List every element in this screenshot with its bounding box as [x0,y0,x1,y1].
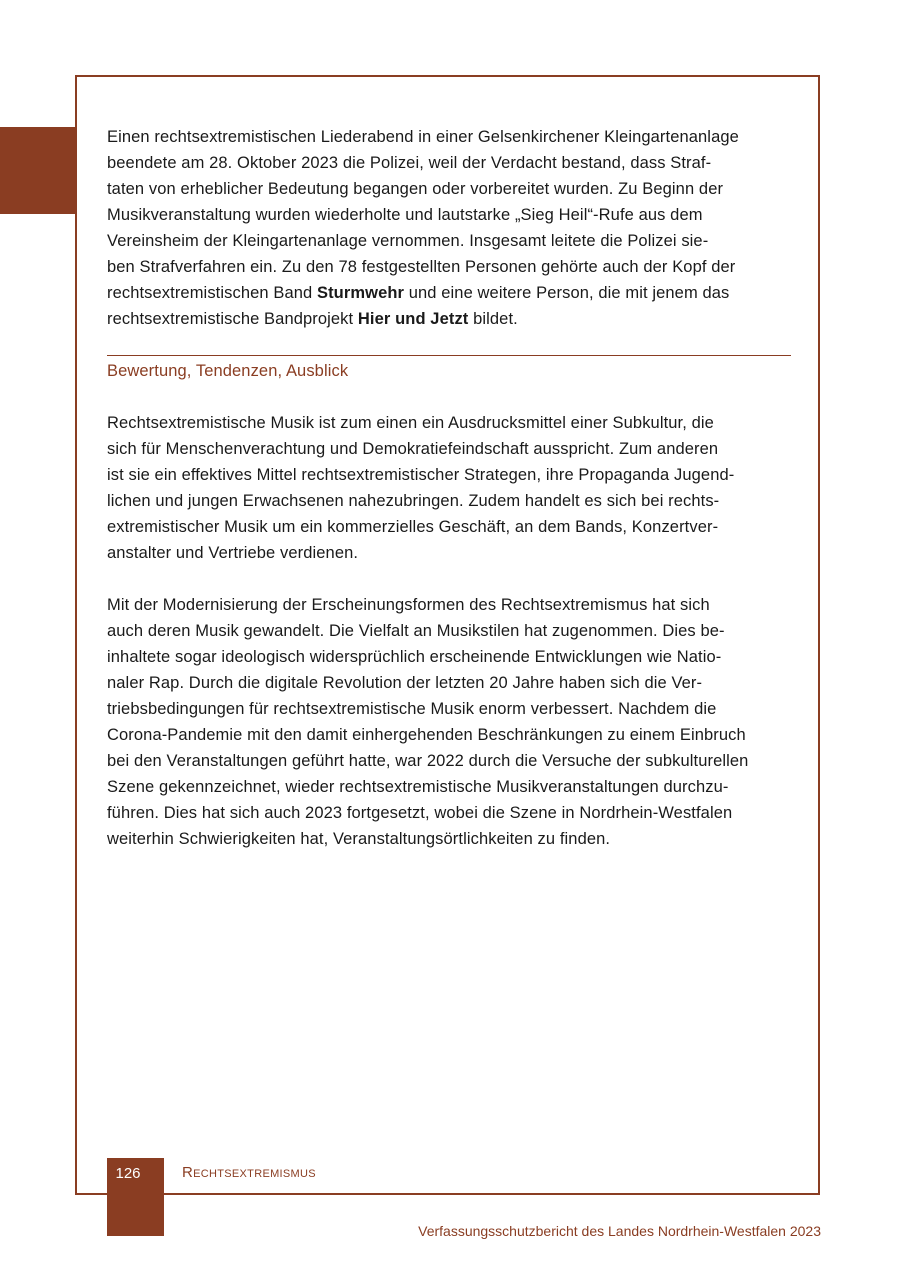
text-line: ben Strafverfahren ein. Zu den 78 festgestellten Personen gehörte auch der Kopf der [107,258,736,276]
text-line: ist sie ein effektives Mittel rechtsextremistischer Strategen, ihre Propaganda Jugend- [107,466,735,484]
text-line: Musikveranstaltung wurden wiederholte und lautstarke „Sieg Heil“-Rufe aus dem [107,206,703,224]
band-name-sturmwehr: Sturmwehr [316,284,405,302]
text-line: extremistischer Musik um ein kommerzielles Geschäft, an dem Bands, Konzertver- [107,518,719,536]
text-line: inhaltete sogar ideologisch widersprüchlich erscheinende Entwicklungen wie Natio- [107,648,722,666]
paragraph-1 [107,124,791,332]
text-segment: und eine weitere Person, die mit jenem das [404,284,730,302]
band-project-name: Hier und Jetzt [357,310,469,328]
footer-publication-title: Verfassungsschutzbericht des Landes Nordrhein-Westfalen 2023 [418,1223,821,1239]
paragraph-3 [107,592,791,852]
text-line [107,280,791,306]
text-line: lichen und jungen Erwachsenen nahezubringen. Zudem handelt es sich bei rechts- [107,492,720,510]
text-line: naler Rap. Durch die digitale Revolution der letzten 20 Jahre haben sich die Ver- [107,674,703,692]
section-heading: Bewertung, Tendenzen, Ausblick [107,362,349,380]
text-segment: rechtsextremistische Bandprojekt [107,310,358,328]
text-line: Einen rechtsextremistischen Liederabend in einer Gelsenkirchener Kleingartenanlage [107,128,739,146]
section-divider [107,355,791,356]
running-head: Rechtsextremismus [182,1164,316,1181]
text-line: Rechtsextremistische Musik ist zum einen ein Ausdrucksmittel einer Subkultur, die [107,414,714,432]
text-line: führen. Dies hat sich auch 2023 fortgesetzt, wobei die Szene in Nordrhein-Westfalen [107,804,733,822]
text-line: Szene gekennzeichnet, wieder rechtsextremistische Musikveranstaltungen durchzu- [107,778,729,796]
text-line: Corona-Pandemie mit den damit einhergehenden Beschränkungen zu einem Einbruch [107,726,746,744]
text-line: weiterhin Schwierigkeiten hat, Veranstaltungsörtlichkeiten zu finden. [107,830,611,848]
text-line: auch deren Musik gewandelt. Die Vielfalt an Musikstilen hat zugenommen. Dies be- [107,622,725,640]
text-segment: bildet. [468,310,518,328]
page-number: 126 [115,1165,141,1182]
text-line: sich für Menschenverachtung und Demokratiefeindschaft ausspricht. Zum anderen [107,440,719,458]
text-line: beendete am 28. Oktober 2023 die Polizei, weil der Verdacht bestand, dass Straf- [107,154,712,172]
text-line: triebsbedingungen für rechtsextremistische Musik enorm verbessert. Nachdem die [107,700,717,718]
side-color-tab [0,127,77,214]
text-line [107,306,791,332]
main-content [107,124,791,852]
page-number-box [107,1158,164,1236]
text-line: bei den Veranstaltungen geführt hatte, war 2022 durch die Versuche der subkulturellen [107,752,749,770]
paragraph-2 [107,410,791,566]
text-line: Vereinsheim der Kleingartenanlage vernommen. Insgesamt leitete die Polizei sie- [107,232,709,250]
text-line: anstalter und Vertriebe verdienen. [107,544,359,562]
text-line: taten von erheblicher Bedeutung begangen oder vorbereitet wurden. Zu Beginn der [107,180,724,198]
text-segment: rechtsextremistischen Band [107,284,317,302]
text-line: Mit der Modernisierung der Erscheinungsformen des Rechtsextremismus hat sich [107,596,710,614]
